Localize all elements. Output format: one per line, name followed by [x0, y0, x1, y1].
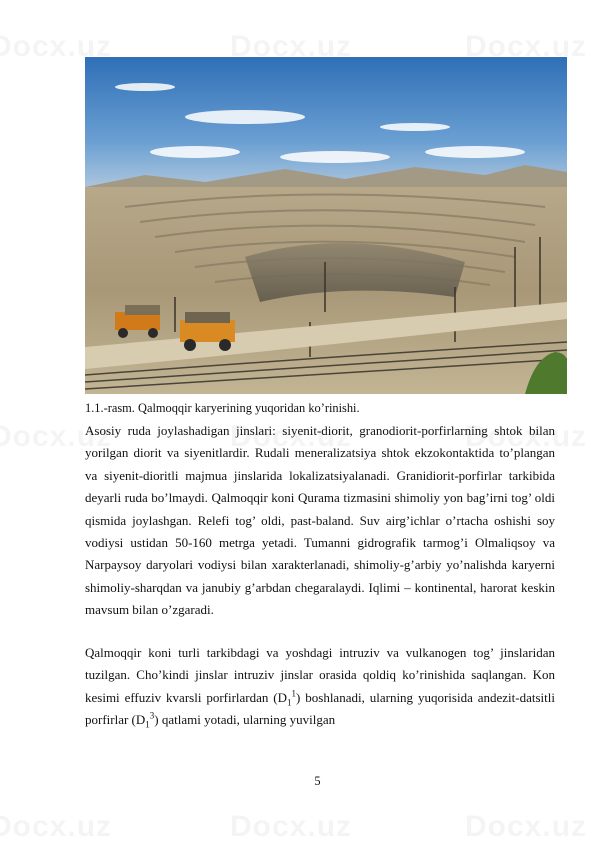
paragraph-geology: Asosiy ruda joylashadigan jinslari: siyenit-diorit, granodiorit-porfirlarning shtok bilan yorilgan diorit va siyenitlardir. Rudali meneralizatsiya shtok ekzokontaktida to’plangan va siyenit-dioritli majmua jinslarida lokalizatsiyalanadi. Granidiorit-porfirlar tarkibida deyarli ruda bo’lmaydi. Qalmoqqir koni Qurama tizmasini shimoliy yon bag’irni tog’ oldi qismida joylashgan. Relefi tog’ oldi, past-baland. Suv airg’ichlar o’rtacha oshishi soy vodiysi ustidan 50-160 metrga yetadi. Tumanni gidrografik tarmog’i Olmaliqsoy va Narpaysoy daryolari vodiysi bilan xarakterlanadi, shimoliy-g’arbiy yo’nalishda karyerni shimoliy-sharqdan va janubiy g’arbdan chegaralaydi. Iqlimi – kontinental, harorat keskin mavsum bilan o’zgaradi. [85, 423, 555, 618]
paragraph-structure [85, 642, 555, 732]
paragraph-text: Qalmoqqir koni turli tarkibdagi va yoshdagi intruziv va vulkanogen tog’ jinslaridan tuzilgan. Cho’kindi jinslar intruziv jinslar orasida qoldiq ko’rinishida saqlangan. Kon kesimi effuziv kvarsli porfirlardan (D [85, 645, 555, 705]
paragraph-text: ) qatlami yotadi, ularning yuvilgan [154, 712, 336, 728]
superscript: 3 [149, 710, 155, 721]
mine-photo [85, 57, 567, 394]
subscript: 1 [145, 719, 150, 730]
paragraph-text: ) boshlanadi, ularning yuqorisida andezit-datsitli porfirlar (D [85, 689, 555, 728]
watermark [0, 810, 112, 844]
subscript: 1 [287, 697, 292, 708]
watermark [465, 810, 587, 844]
figure-caption: 1.1.-rasm. Qalmoqqir karyerining yuqoridan ko’rinishi. [85, 401, 360, 415]
superscript: 1 [291, 688, 297, 699]
page-number: 5 [314, 774, 321, 788]
watermark [230, 810, 352, 844]
